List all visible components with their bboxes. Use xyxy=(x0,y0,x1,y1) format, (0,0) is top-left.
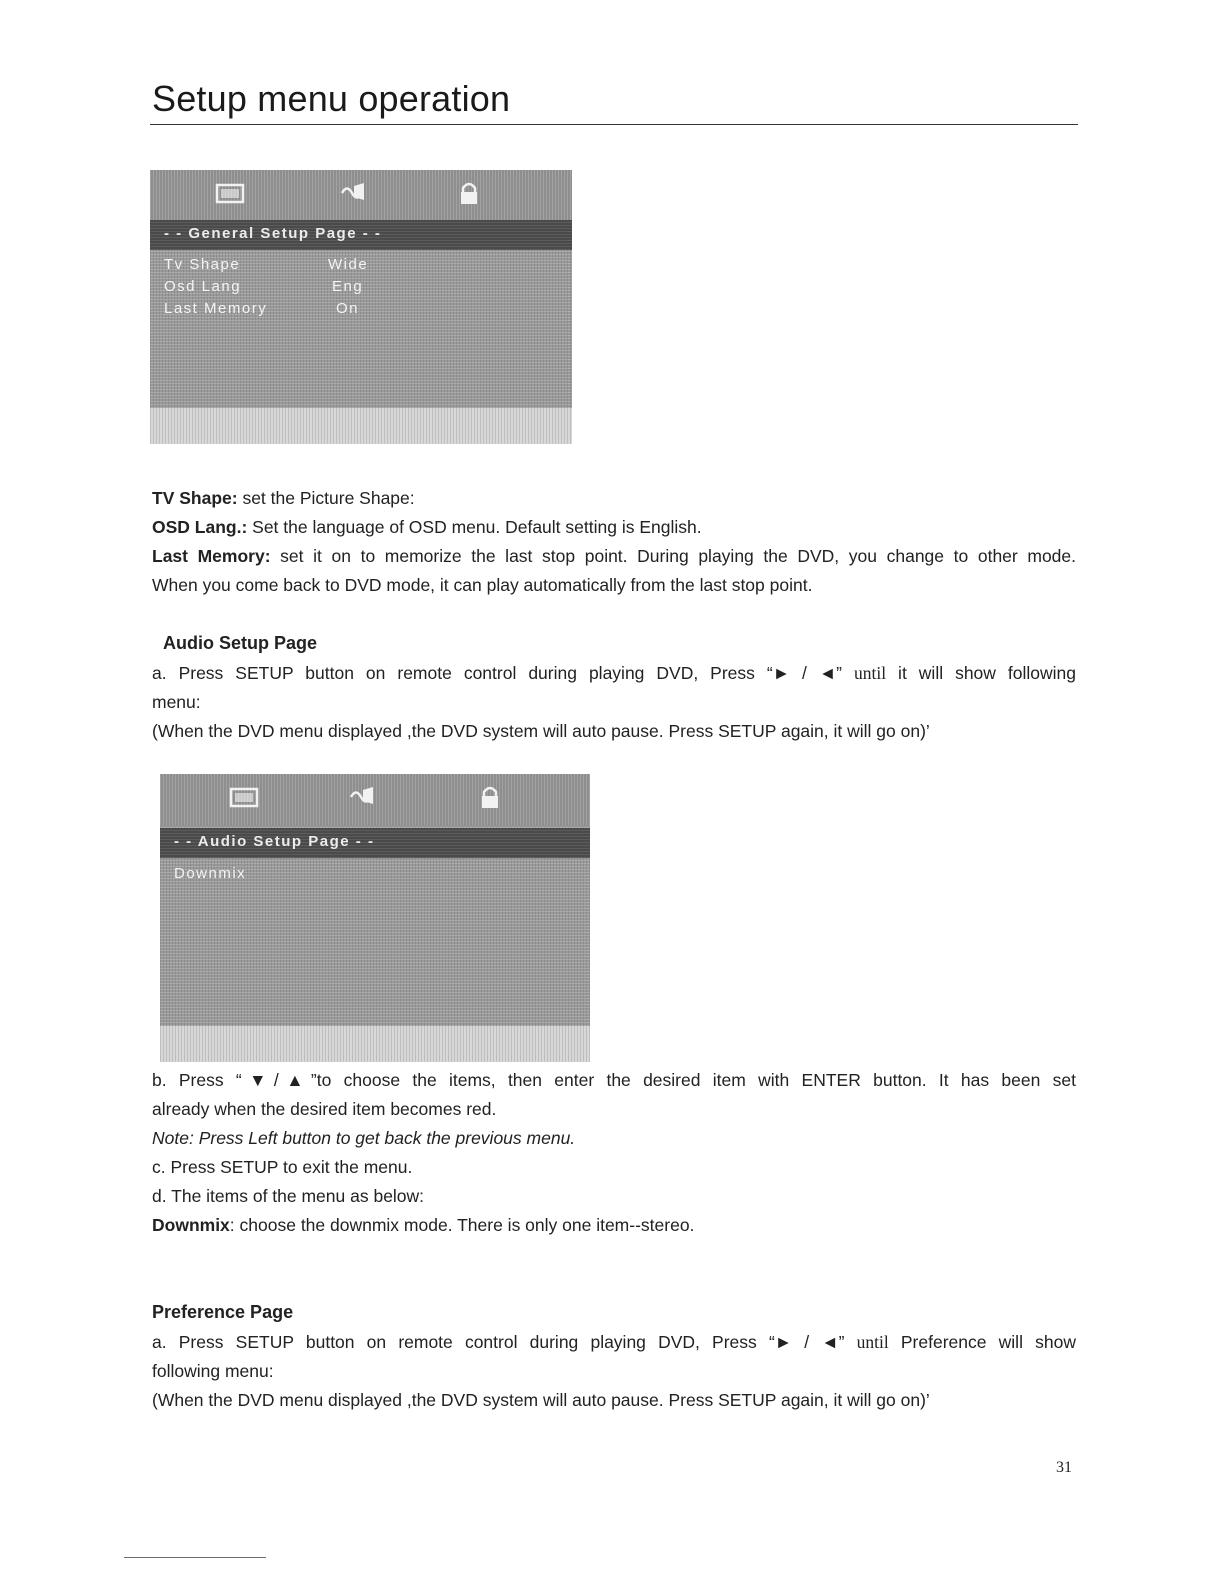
audio-step-a-note: (When the DVD menu displayed ,the DVD system will auto pause. Press SETUP again, it will go on)’ xyxy=(152,721,930,741)
downmix-desc xyxy=(152,1213,1076,1237)
picture-icon xyxy=(214,180,246,208)
menu-footer xyxy=(160,1026,590,1062)
menu-value-last-memory: On xyxy=(336,300,360,317)
audio-step-a-line2: menu: xyxy=(152,692,201,712)
menu-title: - - General Setup Page - - xyxy=(164,225,382,242)
last-memory-desc xyxy=(152,544,1076,568)
preference-step-a-line2: following menu: xyxy=(152,1361,274,1381)
lock-icon xyxy=(474,784,506,812)
preference-step-a-text-1: a. Press SETUP button on remote control during playing DVD, Press “► / ◄” xyxy=(152,1332,857,1352)
menu-icon-bar xyxy=(160,774,590,826)
audio-step-a-until: until xyxy=(853,663,887,683)
audio-setup-heading: Audio Setup Page xyxy=(163,633,318,653)
page-number: 31 xyxy=(1056,1459,1072,1476)
general-setup-menu-image xyxy=(150,170,572,444)
preference-step-a-note: (When the DVD menu displayed ,the DVD system will auto pause. Press SETUP again, it will go on)’ xyxy=(152,1390,930,1410)
menu-icon-bar xyxy=(150,170,572,220)
audio-icon xyxy=(346,784,378,812)
audio-setup-menu-image xyxy=(160,774,590,1062)
audio-icon xyxy=(337,180,369,208)
audio-step-a-text-2: it will show following xyxy=(886,663,1076,683)
downmix-text: : choose the downmix mode. There is only one item--stereo. xyxy=(229,1215,695,1235)
menu-title-bar xyxy=(150,220,572,250)
tv-shape-desc xyxy=(152,486,1076,510)
preference-step-a-text-2: Preference will show xyxy=(888,1332,1076,1352)
title-divider xyxy=(150,124,1078,125)
lock-icon xyxy=(453,180,485,208)
tv-shape-label: TV Shape: xyxy=(152,488,238,508)
audio-note: Note: Press Left button to get back the previous menu. xyxy=(152,1128,576,1148)
last-memory-text: set it on to memorize the last stop point. During playing the DVD, you change to other mode. xyxy=(270,546,1076,566)
tv-shape-text: set the Picture Shape: xyxy=(237,488,415,508)
downmix-label: Downmix xyxy=(152,1215,230,1235)
menu-value-tv-shape: Wide xyxy=(328,256,369,273)
preference-step-a xyxy=(152,1330,1076,1354)
menu-item-osd-lang: Osd Lang xyxy=(164,278,242,295)
picture-icon xyxy=(228,784,260,812)
audio-step-b: b. Press “▼/▲”to choose the items, then enter the desired item with ENTER button. It has been set xyxy=(152,1070,1076,1090)
audio-step-a xyxy=(152,661,1076,685)
audio-step-b-line2: already when the desired item becomes red. xyxy=(152,1099,497,1119)
last-memory-desc-2: When you come back to DVD mode, it can play automatically from the last stop point. xyxy=(152,575,813,595)
osd-lang-desc xyxy=(152,515,1076,539)
menu-footer xyxy=(150,408,572,444)
audio-step-d: d. The items of the menu as below: xyxy=(152,1186,425,1206)
last-memory-label: Last Memory: xyxy=(152,546,271,566)
osd-lang-text: Set the language of OSD menu. Default setting is English. xyxy=(247,517,702,537)
menu-title: - - Audio Setup Page - - xyxy=(174,833,375,850)
preference-heading: Preference Page xyxy=(152,1302,294,1322)
osd-lang-label: OSD Lang.: xyxy=(152,517,248,537)
preference-step-a-until: until xyxy=(856,1332,889,1352)
page-title: Setup menu operation xyxy=(152,78,511,119)
menu-item-downmix: Downmix xyxy=(174,865,247,882)
audio-step-c: c. Press SETUP to exit the menu. xyxy=(152,1157,413,1177)
menu-item-tv-shape: Tv Shape xyxy=(164,256,241,273)
menu-value-osd-lang: Eng xyxy=(332,278,364,295)
menu-title-bar xyxy=(160,828,590,858)
menu-item-last-memory: Last Memory xyxy=(164,300,268,317)
audio-step-a-text-1: a. Press SETUP button on remote control during playing DVD, Press “► / ◄” xyxy=(152,663,854,683)
footer-rule xyxy=(124,1557,266,1558)
